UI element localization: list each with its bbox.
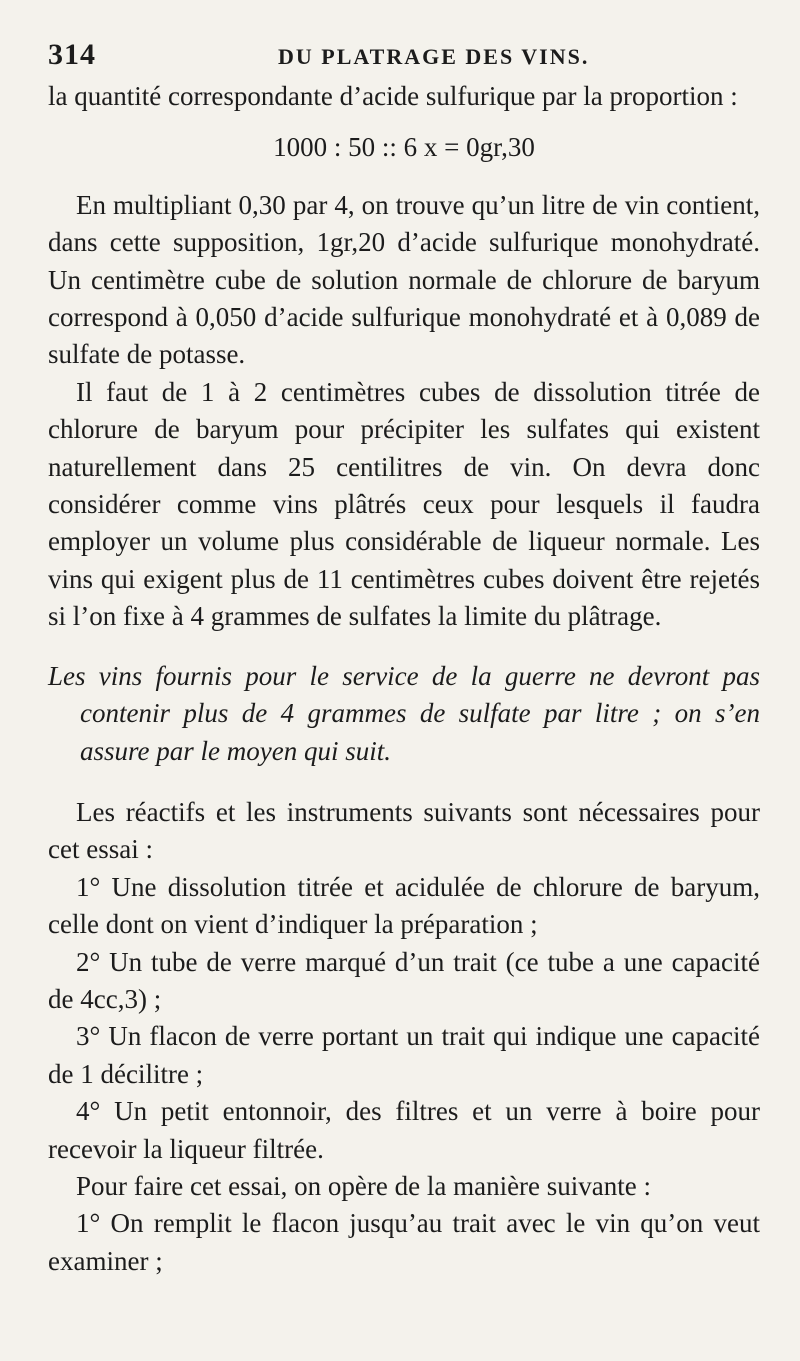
paragraph-continuation: la quantité correspondante d’acide sulfurique par la proportion :	[48, 81, 738, 111]
page-header	[48, 38, 768, 74]
page-number: 314	[48, 38, 96, 71]
list-item-reagent-1: 1° Une dissolution titrée et acidulée de chlorure de baryum, celle dont on vient d’indiquer la préparation ;	[48, 871, 760, 940]
list-item-reagent-2: 2° Un tube de verre marqué d’un trait (ce tube a une capacité de 4cc,3) ;	[48, 946, 760, 1014]
paragraph-multiplication: En multipliant 0,30 par 4, on trouve qu’un litre de vin contient, dans cette supposition, 1gr,20 d’acide sulfurique monohydraté. Un centimètre cube de solution normale de chlorure de baryum correspond à 0,050 d’acide sulfurique monohydraté et à 0,089 de sulfate de potasse.	[48, 189, 760, 370]
paragraph-regulation-italic: Les vins fournis pour le service de la guerre ne devront pas contenir plus de 4 grammes de sulfate par litre ; on s’en assure par le moyen qui suit.	[48, 660, 760, 766]
page-body	[48, 78, 760, 1280]
paragraph-procedure-intro: Pour faire cet essai, on opère de la manière suivante :	[76, 1170, 652, 1201]
list-item-reagent-3: 3° Un flacon de verre portant un trait qui indique une capacité de 1 décilitre ;	[48, 1021, 760, 1089]
paragraph-baryum-threshold: Il faut de 1 à 2 centimètres cubes de dissolution titrée de chlorure de baryum pour précipiter les sulfates qui existent naturellement dans 25 centilitres de vin. On devra donc considérer comme vins plâtrés ceux pour lesquels il faudra employer un volume plus considérable de liqueur normale. Les vins qui exigent plus de 11 centimètres cubes doivent être rejetés si l’on fixe à 4 grammes de sulfates la limite du plâtrage.	[48, 376, 760, 632]
running-head: DU PLATRAGE DES VINS.	[278, 44, 590, 69]
list-item-procedure-1: 1° On remplit le flacon jusqu’au trait avec le vin qu’on veut examiner ;	[48, 1208, 760, 1276]
proportion-formula: 1000 : 50 :: 6 x = 0gr,30	[273, 132, 535, 163]
paragraph-reagents-intro: Les réactifs et les instruments suivants sont nécessaires pour cet essai :	[48, 796, 760, 865]
list-item-reagent-4: 4° Un petit entonnoir, des filtres et un verre à boire pour recevoir la liqueur filtrée.	[48, 1096, 760, 1164]
